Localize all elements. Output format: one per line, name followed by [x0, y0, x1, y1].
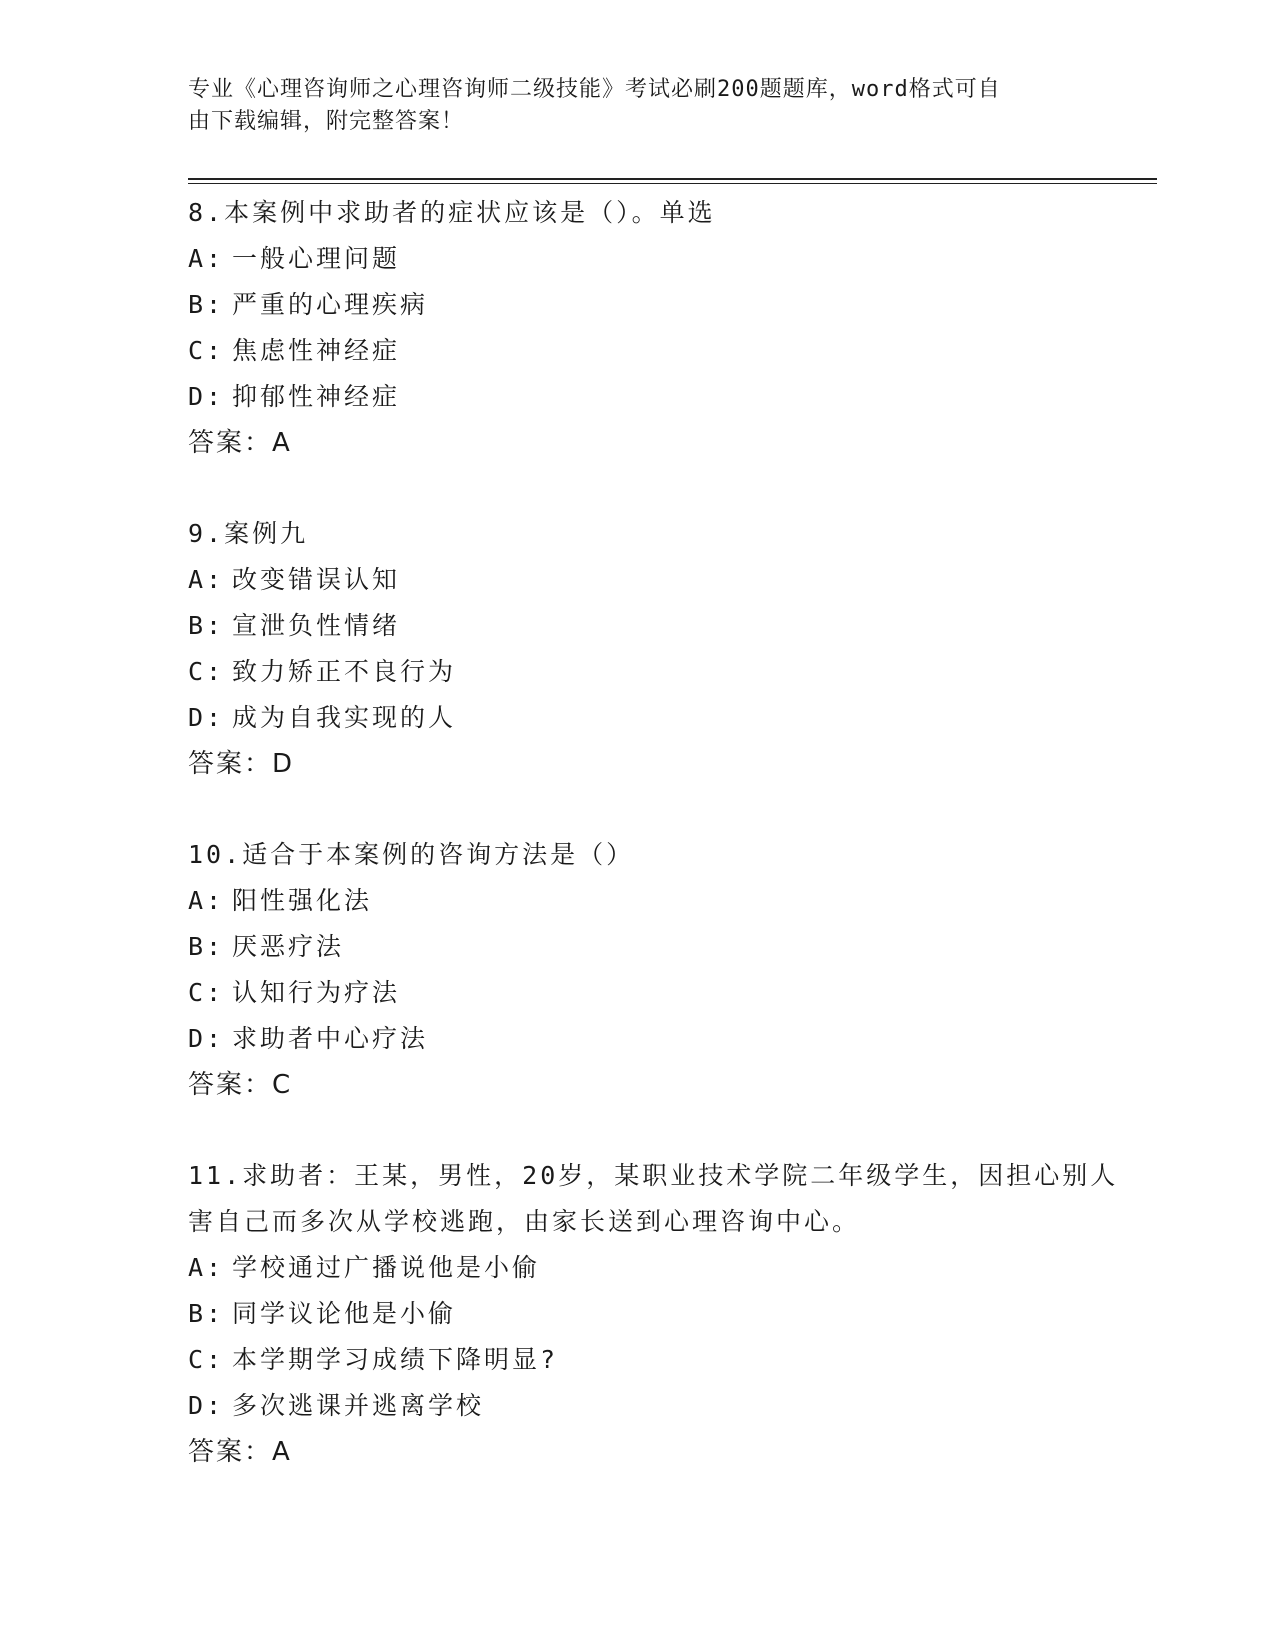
- option-letter: C:: [188, 978, 225, 1007]
- question-9: [188, 511, 1128, 787]
- option-text: 本学期学习成绩下降明显?: [232, 1345, 559, 1374]
- option-letter: A:: [188, 244, 225, 273]
- option-b: [188, 1291, 1128, 1337]
- option-a: [188, 236, 1128, 282]
- header-line-1: 专业《心理咨询师之心理咨询师二级技能》考试必刷200题题库，word格式可自: [188, 77, 1001, 102]
- answer-label: 答案：: [188, 749, 273, 779]
- option-c: [188, 649, 1128, 695]
- option-text: 严重的心理疾病: [232, 290, 429, 319]
- header-line-2: 由下载编辑，附完整答案！: [188, 109, 465, 134]
- option-text: 一般心理问题: [232, 244, 401, 273]
- option-text: 致力矫正不良行为: [232, 657, 457, 686]
- header-divider-bottom: [188, 183, 1157, 184]
- option-text: 宣泄负性情绪: [232, 611, 401, 640]
- option-b: [188, 603, 1128, 649]
- answer-line: [188, 1062, 1128, 1108]
- document-header: [188, 74, 1088, 138]
- option-b: [188, 924, 1128, 970]
- question-stem: 11.求助者：王某，男性，20岁，某职业技术学院二年级学生，因担心别人害自己而多次从学校逃跑，由家长送到心理咨询中心。: [188, 1161, 1119, 1236]
- answer-line: [188, 1429, 1128, 1475]
- option-letter: D:: [188, 382, 225, 411]
- option-a: [188, 878, 1128, 924]
- answer-value: A: [272, 428, 292, 458]
- option-letter: D:: [188, 703, 225, 732]
- option-c: [188, 1337, 1128, 1383]
- answer-line: [188, 420, 1128, 466]
- option-text: 厌恶疗法: [232, 932, 345, 961]
- option-letter: D:: [188, 1391, 225, 1420]
- answer-label: 答案：: [188, 1437, 273, 1467]
- option-a: [188, 1245, 1128, 1291]
- question-10: [188, 832, 1128, 1108]
- option-d: [188, 1016, 1128, 1062]
- option-letter: B:: [188, 1299, 225, 1328]
- question-stem: 10.适合于本案例的咨询方法是（）: [188, 840, 635, 869]
- question-list: [188, 190, 1128, 1520]
- option-text: 同学议论他是小偷: [232, 1299, 457, 1328]
- option-d: [188, 1383, 1128, 1429]
- answer-line: [188, 741, 1128, 787]
- option-letter: B:: [188, 611, 225, 640]
- option-text: 抑郁性神经症: [232, 382, 401, 411]
- question-8: [188, 190, 1128, 466]
- answer-value: A: [272, 1437, 292, 1467]
- option-letter: C:: [188, 336, 225, 365]
- option-text: 成为自我实现的人: [232, 703, 457, 732]
- option-letter: B:: [188, 932, 225, 961]
- answer-value: D: [272, 749, 295, 779]
- option-text: 多次逃课并逃离学校: [232, 1391, 485, 1420]
- question-11: [188, 1153, 1128, 1475]
- header-divider-top: [188, 178, 1157, 180]
- answer-label: 答案：: [188, 1070, 273, 1100]
- option-text: 学校通过广播说他是小偷: [232, 1253, 541, 1282]
- option-c: [188, 970, 1128, 1016]
- question-stem: 8.本案例中求助者的症状应该是（）。单选: [188, 198, 716, 227]
- option-letter: A:: [188, 1253, 225, 1282]
- option-letter: A:: [188, 886, 225, 915]
- option-c: [188, 328, 1128, 374]
- option-text: 改变错误认知: [232, 565, 401, 594]
- option-letter: B:: [188, 290, 225, 319]
- option-text: 阳性强化法: [232, 886, 373, 915]
- option-letter: D:: [188, 1024, 225, 1053]
- option-letter: A:: [188, 565, 225, 594]
- option-text: 求助者中心疗法: [232, 1024, 429, 1053]
- answer-value: C: [272, 1070, 293, 1100]
- option-text: 焦虑性神经症: [232, 336, 401, 365]
- question-stem: 9.案例九: [188, 519, 309, 548]
- option-d: [188, 695, 1128, 741]
- option-text: 认知行为疗法: [232, 978, 401, 1007]
- option-letter: C:: [188, 1345, 225, 1374]
- answer-label: 答案：: [188, 428, 273, 458]
- option-a: [188, 557, 1128, 603]
- option-b: [188, 282, 1128, 328]
- option-letter: C:: [188, 657, 225, 686]
- option-d: [188, 374, 1128, 420]
